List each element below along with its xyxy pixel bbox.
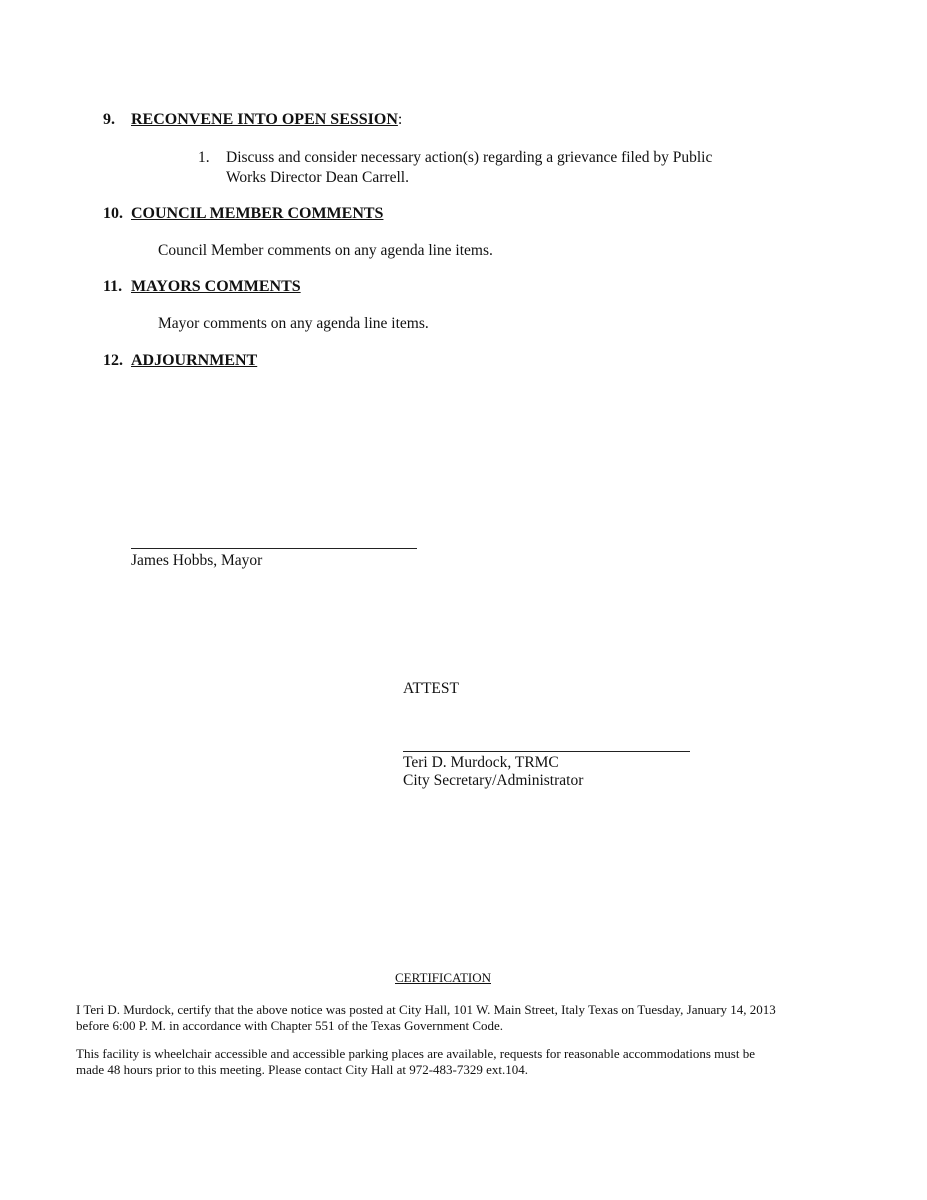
agenda-item-12-heading [103, 352, 257, 370]
attest-label: ATTEST [403, 680, 459, 697]
subitem-line-1: Discuss and consider necessary action(s) regarding a grievance filed by Public [226, 149, 713, 166]
agenda-item-11-heading [103, 278, 301, 296]
agenda-item-10-heading [103, 205, 383, 223]
subitem-number: 1. [198, 149, 210, 166]
accessibility-line-2: made 48 hours prior to this meeting. Please contact City Hall at 972-483-7329 ext.104. [76, 1062, 529, 1077]
agenda-item-11-text: Mayor comments on any agenda line items. [158, 315, 429, 332]
certification-line-1: I Teri D. Murdock, certify that the above notice was posted at City Hall, 101 W. Main Street, Italy Texas on Tuesday, January 14, 2013 [76, 1002, 776, 1017]
agenda-item-title: RECONVENE INTO OPEN SESSION [131, 111, 398, 128]
agenda-item-suffix: : [397, 111, 403, 128]
agenda-item-number: 10. [103, 205, 123, 222]
agenda-item-title: COUNCIL MEMBER COMMENTS [131, 205, 384, 222]
certification-line-2: before 6:00 P. M. in accordance with Chapter 551 of the Texas Government Code. [76, 1018, 504, 1033]
agenda-item-number: 11. [103, 278, 123, 295]
agenda-item-9-heading [103, 111, 402, 129]
attest-name: Teri D. Murdock, TRMC [403, 754, 559, 771]
agenda-item-10-text: Council Member comments on any agenda line items. [158, 242, 493, 259]
agenda-item-number: 12. [103, 352, 123, 369]
attest-title: City Secretary/Administrator [403, 772, 584, 789]
mayor-signature-line [131, 548, 417, 549]
certification-heading: CERTIFICATION [395, 970, 491, 985]
mayor-name: James Hobbs, Mayor [131, 552, 263, 569]
accessibility-line-1: This facility is wheelchair accessible and accessible parking places are available, requests for reasonable accommodations must be [76, 1046, 755, 1061]
subitem-line-2: Works Director Dean Carrell. [226, 169, 409, 186]
agenda-item-number: 9. [103, 111, 115, 128]
attest-signature-line [403, 751, 690, 752]
agenda-item-title: ADJOURNMENT [131, 352, 258, 369]
agenda-item-title: MAYORS COMMENTS [131, 278, 301, 295]
